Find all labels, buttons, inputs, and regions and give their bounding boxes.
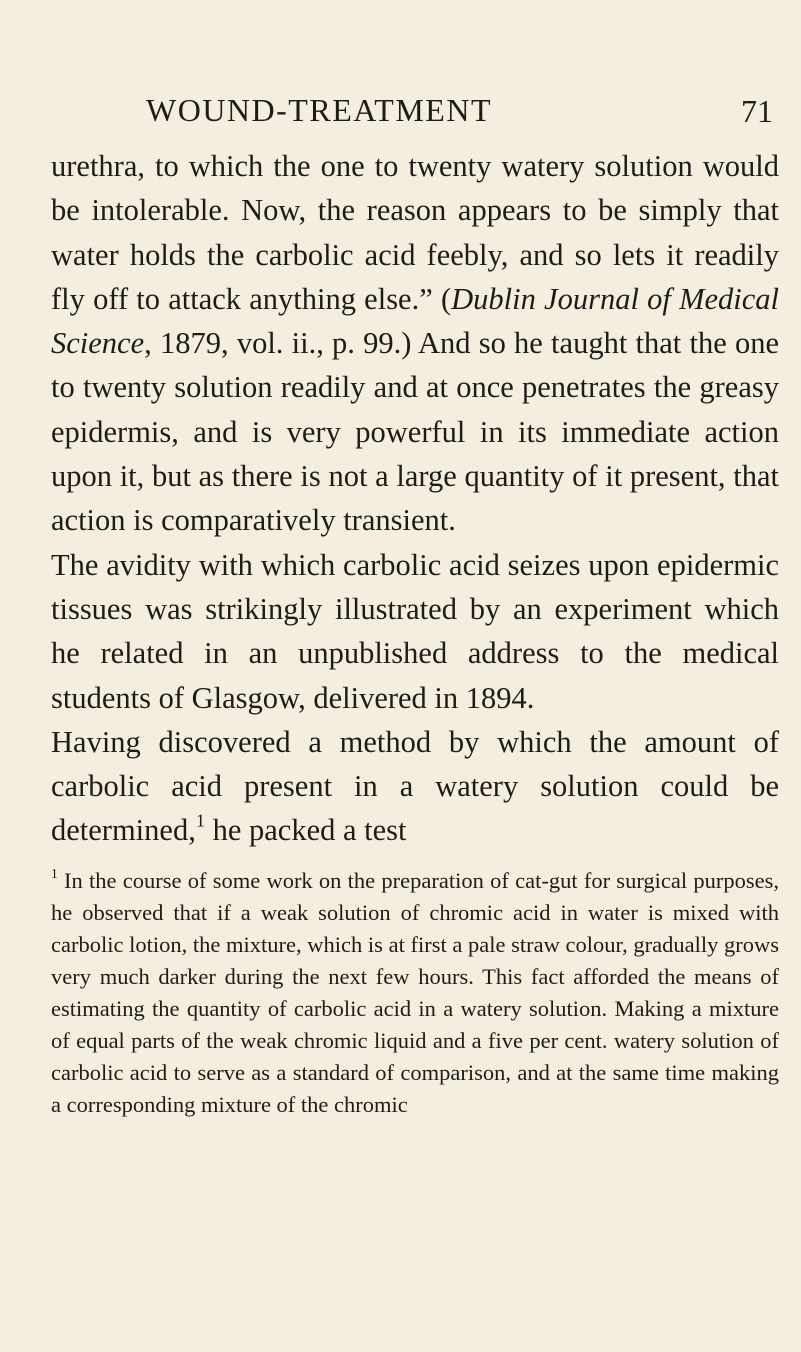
running-head: WOUND-TREATMENT	[146, 92, 492, 128]
paragraph-1-text-a: urethra, to which the one to twenty watery solution would be intolerable. Now, the reason appears to be simply that water holds the carbolic acid feebly, and so lets it readily fly off to attack anything else.” (	[51, 149, 779, 316]
footnote-1	[51, 865, 779, 1121]
footnote-area	[51, 865, 779, 1121]
journal-title: Dublin Journal of Medical Science	[51, 281, 779, 361]
footnote-reference: 1	[195, 810, 205, 831]
paragraph-3	[51, 720, 779, 853]
paragraph-1-text-b: , 1879, vol. ii., p. 99.) And so he taught that the one to twenty solution readily and at once penetrates the greasy epidermis, and is very powerful in its immediate action upon it, but as there is not a large quantity of it present, that action is comparatively transient.	[51, 326, 779, 538]
paragraph-1	[51, 144, 779, 543]
main-text	[51, 144, 779, 853]
paragraph-3-text-a: Having discovered a method by which the amount of carbolic acid present in a watery solution could be determined,	[51, 724, 779, 848]
paragraph-3-text-b: he packed a test	[204, 813, 407, 848]
footnote-text: In the course of some work on the preparation of cat-gut for surgical purposes, he observed that if a weak solution of chromic acid in water is mixed with carbolic lotion, the mixture, which is at first a pale straw colour, gradually grows very much darker during the next few hours. This fact afforded the means of estimating the quantity of carbolic acid in a watery solution. Making a mixture of equal parts of the weak chromic liquid and a five per cent. watery solution of carbolic acid to serve as a standard of comparison, and at the same time making a corresponding mixture of the chromic	[51, 868, 779, 1117]
footnote-marker: 1	[51, 865, 58, 881]
paragraph-2: The avidity with which carbolic acid seizes upon epidermic tissues was strikingly illustrated by an experiment which he related in an unpublished address to the medical students of Glasgow, delivered in 1894.	[51, 547, 779, 715]
page-number: 71	[741, 93, 773, 129]
